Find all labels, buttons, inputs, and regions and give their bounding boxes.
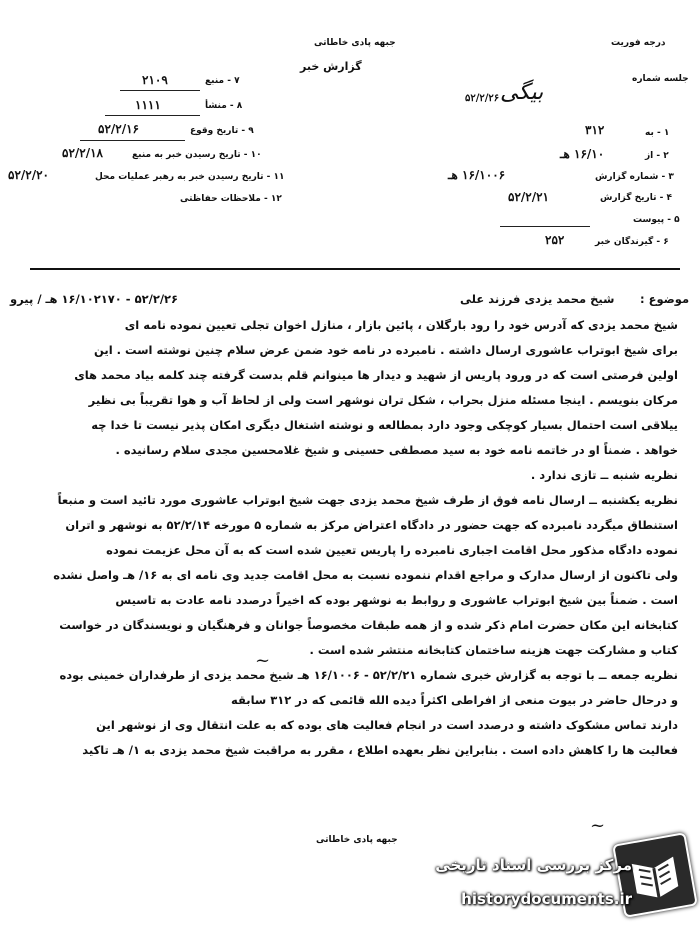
body-line: برای شیخ ابوتراب عاشوری ارسال داشته . نامبرده در نامه خود ضمن عرض سلام چنین نوشته است . این	[94, 343, 678, 357]
watermark-title: مرکز بررسی اسناد تاریخی	[435, 856, 632, 874]
field-to-label: ۱ - به	[645, 128, 670, 138]
subject-reference: ۵۲/۲/۲۶ - ۱۶/۱۰۲۱۷۰ هـ / پیرو	[10, 292, 179, 306]
field-source-label: ۷ - منبع	[205, 76, 240, 86]
field-receive-source-label: ۱۰ - تاریخ رسیدن خبر به منبع	[132, 150, 262, 160]
field-report-date-label: ۴ - تاریخ گزارش	[600, 193, 672, 203]
unit-label-top: جبهه پادی خاطاتی	[314, 38, 396, 48]
subject-text: شیخ محمد یزدی فرزند علی	[460, 292, 615, 306]
field-source-value: ۲۱۰۹	[142, 73, 168, 87]
body-line: نظریه شنبه ــ تازی ندارد .	[530, 468, 678, 482]
urgency-label: درجه فوریت	[611, 38, 666, 48]
field-attachment-label: ۵ - پیوست	[633, 215, 680, 225]
body-line: و درحال حاضر در بیوت منعی از افراطی اکثراً دیده الله قائمی که در ۳۱۲ سابقه	[231, 693, 678, 707]
field-from-value: ۱۶/۱۰ هـ	[560, 147, 605, 161]
header-divider	[30, 268, 680, 270]
field-report-number-label: ۳ - شماره گزارش	[595, 172, 674, 182]
body-line: است . ضمناً بین شیخ ابوتراب عاشوری و روابط به نوشهر بوده که اخیراً درصدد نامه عادت به تاسیس	[115, 593, 678, 607]
field-recipients-label: ۶ - گیرندگان خبر	[595, 237, 669, 247]
field-origin-label: ۸ - منشأ	[205, 101, 243, 111]
field-report-number-value: ۱۶/۱۰۰۶ هـ	[448, 168, 506, 182]
handwritten-reference: ۵۲/۲/۲۶	[465, 93, 500, 104]
body-line: فعالیت ها را کاهش داده است . بنابراین نظر بعهده اطلاع ، مقرر به مراقبت شیخ محمد یزدی به ۱/ هـ تاکید	[82, 743, 678, 757]
field-receive-leader-value: ۵۲/۲/۲۰	[8, 168, 49, 182]
body-line: ولی تاکنون از ارسال مدارک و مراجع اقدام ننموده نسبت به محل اقامت جدید وی نامه ای به ۱۶/ هـ واصل نشده	[53, 568, 678, 582]
field-recipients-value: ۲۵۲	[545, 233, 565, 247]
watermark-url: historydocuments.ir	[461, 890, 632, 908]
signature: ~	[255, 650, 271, 671]
report-title: گزارش خبر	[300, 60, 362, 73]
body-line: نظریه یکشنبه ــ ارسال نامه فوق از طرف شیخ محمد یزدی جهت شیخ ابوتراب عاشوری مورد تائید است و منبعاً	[57, 493, 678, 507]
body-line: استنطاق میگردد نامبرده که جهت حضور در دادگاه اعتراض مرکز به شماره ۵ مورخه ۵۲/۲/۱۴ به نوشهر و اتران	[65, 518, 678, 532]
field-to-value: ۳۱۲	[585, 123, 605, 137]
field-security-notes-label: ۱۲ - ملاحظات حفاظتی	[180, 194, 282, 204]
handwritten-mark: بیگی	[500, 80, 544, 105]
body-line: نظریه جمعه ــ با توجه به گزارش خبری شماره ۵۲/۲/۲۱ - ۱۶/۱۰۰۶ هـ شیخ محمد یزدی از طرفداران خمینی بوده	[59, 668, 678, 682]
field-from-label: ۲ - از	[645, 151, 669, 161]
body-line: مرکان بنویسم . اینجا مسئله منزل بحراب ، شکل تران نوشهر است ولی از لحاظ آب و هوا تقریباً بی نظیر	[88, 393, 678, 407]
signature: ~	[590, 815, 606, 836]
field-session-label: جلسه شماره	[632, 74, 689, 84]
subject-label: موضوع :	[640, 292, 690, 306]
field-report-date-value: ۵۲/۲/۲۱	[508, 190, 549, 204]
body-line: اولین فرصتی است که در ورود پاریس از شهید و دیدار ها مینوانم قلم بدست گرفته چند کلمه بیاد محمد های	[74, 368, 678, 382]
unit-label-bottom: جبهه پادی خاطاتی	[316, 835, 398, 845]
body-line: کتابخانه این مکان حضرت امام ذکر شده و از همه طبقات مخصوصاً جوانان و فرهنگیان و نویسندگان در خواست	[59, 618, 678, 632]
field-event-date-value: ۵۲/۲/۱۶	[98, 122, 139, 136]
body-line: شیخ محمد یزدی که آدرس خود را رود بارگلان ، پائین بازار ، منازل اخوان تجلی تعیین نموده نامه ای	[124, 318, 678, 332]
body-line: ییلاقی است احتمال بسیار کوچکی وجود دارد بمطالعه و نوشته اشتغال دیگری امکان پذیر نیست تا خدا چه	[91, 418, 678, 432]
body-line: کتاب و مشارکت جهت هزینه ساختمان کتابخانه منتشر شده است .	[309, 643, 678, 657]
field-receive-leader-label: ۱۱ - تاریخ رسیدن خبر به رهبر عملیات محل	[95, 172, 285, 182]
field-origin-value: ۱۱۱۱	[135, 98, 161, 112]
body-line: خواهد . ضمناً او در خاتمه نامه خود به سید مصطفی حسینی و شیخ غلامحسین مجدی سلام رسانیده .	[115, 443, 678, 457]
body-line: نموده دادگاه مذکور محل اقامت اجباری نامبرده را پاریس تعیین شده است که به آن محل عزیمت نموده	[106, 543, 678, 557]
field-event-date-label: ۹ - تاریخ وقوع	[190, 126, 254, 136]
field-receive-source-value: ۵۲/۲/۱۸	[62, 146, 103, 160]
body-line: دارند تماس مشکوک داشته و درصدد است در انجام فعالیت های بوده که به علت انتقال وی از نوشهر این	[96, 718, 678, 732]
